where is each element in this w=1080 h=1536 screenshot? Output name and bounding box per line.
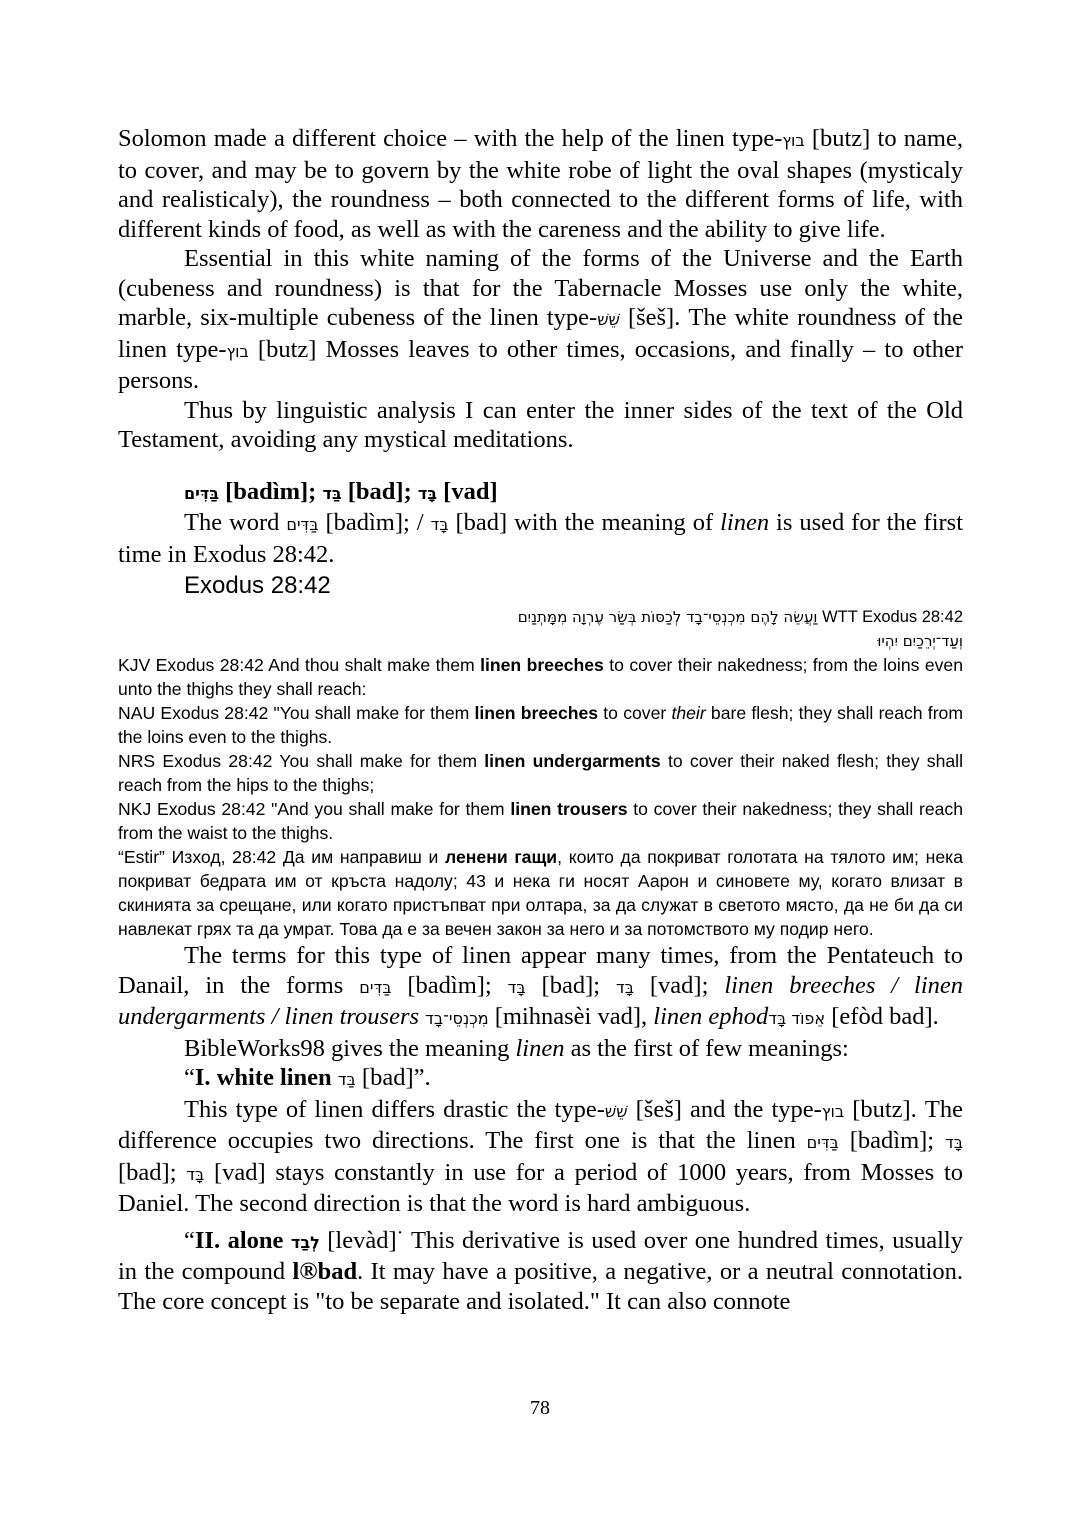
paragraph-8: This type of linen differs drastic the type-שֵׁשׁ [šeš] and the type-בוץ [butz]. The difference occupies two directions. The first one is that the linen בַּדִּים [badìm]; בָּד [bad]; בָּד [vad] stays constantly in use for a period of 1000 years, from Mosses to Daniel. The second direction is that the word is hard ambiguous. xyxy=(118,1095,964,1217)
paragraph-4: The word בַּדִּים [badìm]; / בָּד [bad] with the meaning of linen is used for the first time in Exodus 28:42. xyxy=(118,509,964,568)
paragraph-9: “II. alone לְבַד [levàd]· This derivative is used over one hundred times, usually in the compound l®bad. It may have a positive, a negative, or a neutral connotation. The core concept is "to be separate and isolated." It can also connote xyxy=(118,1221,964,1315)
wtt-verse: וַעֲשֵׂה לָהֶם מִכְנְסֵי־בָד לְכַסּוֹת בְּשַׂר עֶרְוָה מִמָּתְנַיִם WTT Exodus 28:42 וְעַד־יְרֵכַיִם יִהְיוּ xyxy=(517,608,963,650)
hebrew-word: בוץ xyxy=(226,341,249,361)
paragraph-3: Thus by linguistic analysis I can enter the inner sides of the text of the Old Testament, avoiding any mystical meditations. xyxy=(118,396,963,453)
page-body xyxy=(118,124,963,1316)
verse-nrs: NRS Exodus 28:42 You shall make for them linen undergarments to cover their naked flesh; they shall reach from the hips to the thighs; xyxy=(118,751,963,795)
exodus-title: Exodus 28:42 xyxy=(184,572,331,599)
hebrew-word: שֵׁשׁ xyxy=(597,310,620,329)
verse-nkj: NKJ Exodus 28:42 "And you shall make for them linen trousers to cover their nakedness; they shall reach from the waist to the thighs. xyxy=(118,799,963,843)
page-number: 78 xyxy=(530,1397,550,1419)
main-text xyxy=(118,941,963,1316)
verse-kjv: KJV Exodus 28:42 And thou shalt make them linen breeches to cover their nakedness; from the loins even unto the thighs they shall reach: xyxy=(118,655,963,699)
section-heading: בַּדִּים [badìm]; בַּד [bad]; בָּד [vad] xyxy=(184,477,498,505)
paragraph-2: Essential in this white naming of the forms of the Universe and the Earth (cubeness and roundness) is that for the Tabernacle Mosses use only the white, marble, six-multiple cubeness of the linen type-שֵׁשׁ [šeš]. The white roundness of the linen type-בוץ [butz] Mosses leaves to other times, occasions, and finally – to other persons. xyxy=(118,245,963,394)
verse-nau: NAU Exodus 28:42 "You shall make for them linen breeches to cover their bare flesh; they shall reach from the loins even to the thighs. xyxy=(118,703,963,747)
verse-estir: “Estir” Изход, 28:42 Да им направиш и ленени гащи, които да покриват голотата на тялото им; нека покриват бедрата им от кръста надолу; 43 и нека ги носят Аарон и синовете му, когато влизат в скинията за срещане, или когато пристъпват при олтара, за да служат в светото място, да не би да си навлекат грях та да умрат. Това да е за вечен закон за него и за потомството му подир него. xyxy=(118,847,963,939)
intro-text xyxy=(118,124,963,569)
hebrew-word: בוץ xyxy=(782,131,805,150)
paragraph-5: The terms for this type of linen appear many times, from the Pentateuch to Danail, in the forms בַּדִּים [badìm]; בָּד [bad]; בָּד [vad]; linen breeches / linen undergarments / linen trousers מִכְנְסֵי־בָד [mihnasèi vad], linen ephodאֵפוֹד בָּד [efòd bad]. xyxy=(118,942,964,1030)
paragraph-1: Solomon made a different choice – with the help of the linen type-בוץ [butz] to name, to cover, and may be to govern by the white robe of light the oval shapes (mysticaly and realisticaly), the roundness – both connected to the different forms of life, with different kinds of food, as well as with the careness and the ability to give life. xyxy=(118,125,963,243)
paragraph-6: BibleWorks98 gives the meaning linen as the first of few meanings: xyxy=(184,1034,849,1062)
paragraph-7: “I. white linen בַּד [bad]”. xyxy=(184,1064,431,1091)
